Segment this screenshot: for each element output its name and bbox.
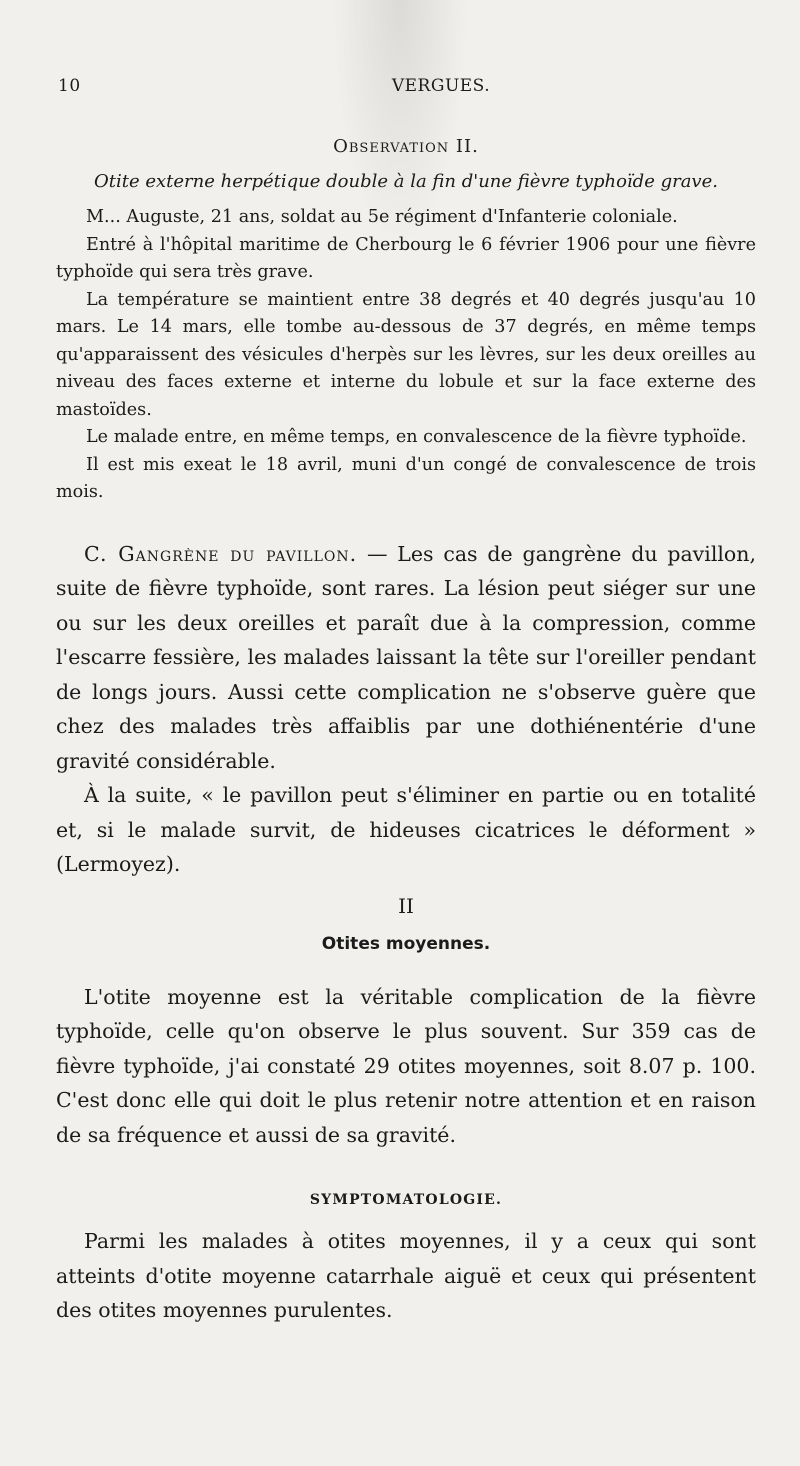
observation-paragraph: Entré à l'hôpital maritime de Cherbourg le 6 février 1906 pour une fièvre typhoïde qui sera très grave. — [56, 234, 756, 282]
section-c-paragraph-2: À la suite, « le pavillon peut s'éliminer en partie ou en totalité et, si le malade survit, de hideuses cicatrices le déforment » (Lermoyez). — [56, 783, 756, 876]
running-title: VERGUES. — [391, 76, 491, 96]
observation-subtitle: Otite externe herpétique double à la fin d'une fièvre typhoïde grave. — [94, 171, 718, 192]
observation-paragraph: Il est mis exeat le 18 avril, muni d'un congé de convalescence de trois mois. — [56, 454, 756, 502]
observation-paragraph: La température se maintient entre 38 degrés et 40 degrés jusqu'au 10 mars. Le 14 mars, elle tombe au-dessous de 37 degrés, en même temps qu'apparaissent des vésicules d'herpès sur les lèvres, sur les deux oreilles au niveau des faces externe et interne du lobule et sur la face externe des mastoïdes. — [56, 289, 756, 420]
section-title: Otites moyennes. — [321, 933, 491, 954]
symptomatologie-body — [56, 1224, 756, 1328]
page-number: 10 — [58, 76, 81, 96]
observation-paragraph: M... Auguste, 21 ans, soldat au 5e régiment d'Infanterie coloniale. — [86, 207, 678, 227]
otites-moyennes-body — [56, 980, 756, 1153]
symptomatologie-heading: SYMPTOMATOLOGIE. — [309, 1192, 503, 1208]
observation-body — [56, 204, 756, 507]
section-number: II — [398, 893, 414, 918]
observation-heading — [56, 136, 756, 157]
observation-number: II. — [455, 136, 479, 157]
observation-label: Observation — [333, 136, 450, 157]
otites-paragraph: L'otite moyenne est la véritable complication de la fièvre typhoïde, celle qu'on observe le plus souvent. Sur 359 cas de fièvre typhoïde, j'ai constaté 29 otites moyennes, soit 8.07 p. 100. C'est donc elle qui doit le plus retenir notre attention et en raison de sa fréquence et aussi de sa gravité. — [56, 984, 756, 1147]
symptomatologie-paragraph: Parmi les malades à otites moyennes, il y a ceux qui sont atteints d'otite moyenne catarrhale aiguë et ceux qui présentent des otites moyennes purulentes. — [56, 1229, 756, 1322]
section-c-paragraph — [56, 537, 756, 779]
observation-paragraph: Le malade entre, en même temps, en convalescence de la fièvre typhoïde. — [86, 427, 747, 447]
section-c-gangrene — [56, 537, 756, 882]
section-c-label: C. Gangrène du pavillon. — [84, 541, 358, 566]
section-c-text: — Les cas de gangrène du pavillon, suite de fièvre typhoïde, sont rares. La lésion peut siéger sur une ou sur les deux oreilles et paraît due à la compression, comme l'escarre fessière, les malades laissant la tête sur l'oreiller pendant de longs jours. Aussi cette complication ne s'observe guère que chez des malades très affaiblis par une dothiénentérie d'une gravité considérable. — [56, 541, 756, 773]
page-header — [56, 72, 756, 102]
